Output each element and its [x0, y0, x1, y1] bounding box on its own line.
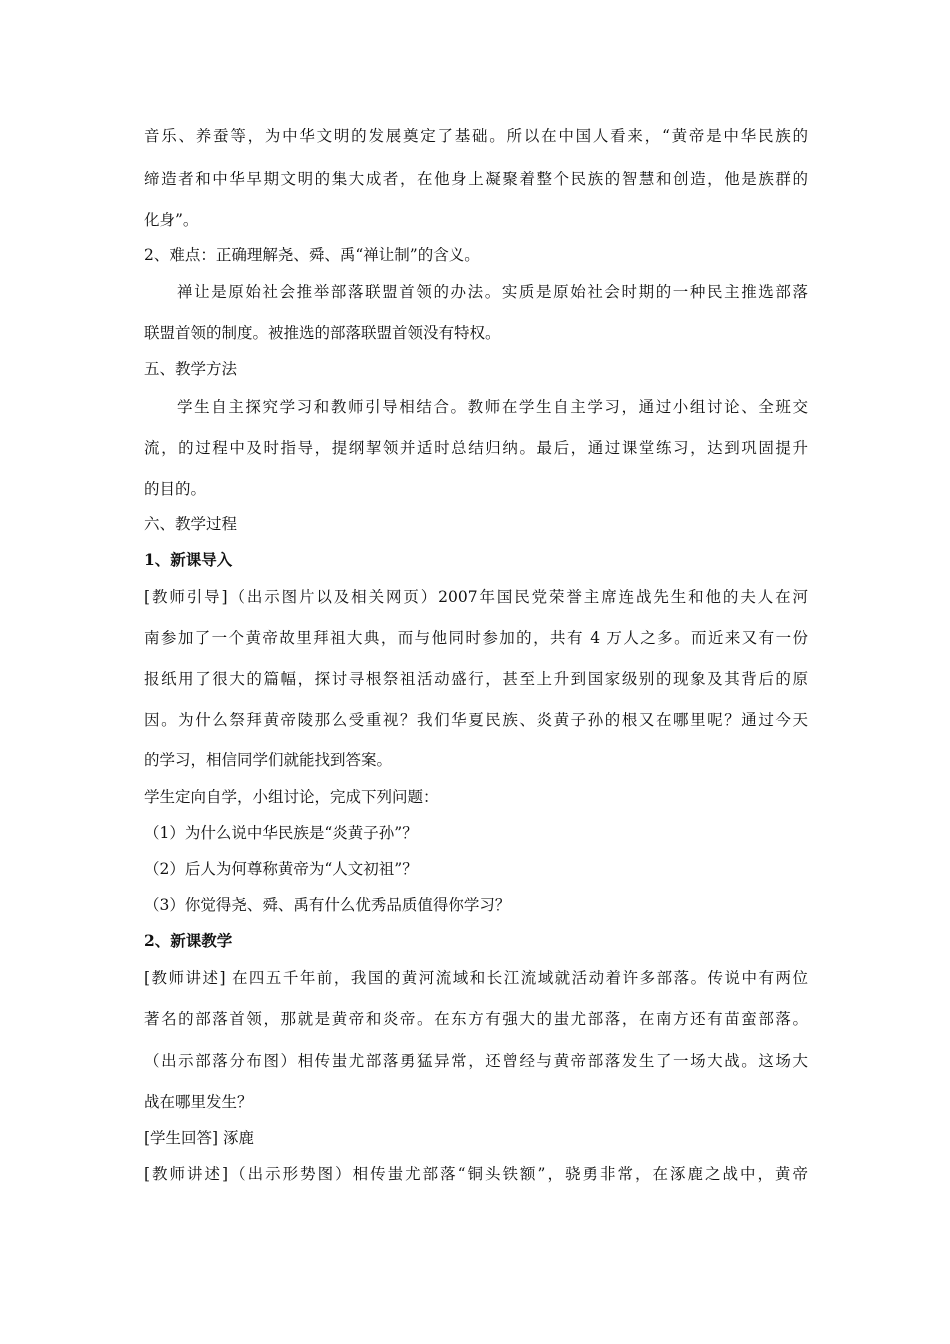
section-heading: 2、难点：正确理解尧、舜、禹“禅让制”的含义。	[144, 246, 480, 264]
paragraph-line: [教师讲述] 在四五千年前，我国的黄河流域和长江流域就活动着许多部落。传说中有两位	[144, 969, 808, 987]
question-item: （3）你觉得尧、舜、禹有什么优秀品质值得你学习？	[144, 896, 511, 914]
paragraph-line: 著名的部落首领，那就是黄帝和炎帝。在东方有强大的蚩尤部落，在南方还有苗蛮部落。	[144, 1010, 808, 1028]
paragraph-line: 联盟首领的制度。被推选的部落联盟首领没有特权。	[144, 324, 501, 342]
question-item: （2）后人为何尊称黄帝为“人文初祖”？	[144, 860, 418, 878]
paragraph-line: （出示部落分布图）相传蚩尤部落勇猛异常，还曾经与黄帝部落发生了一场大战。这场大	[144, 1052, 808, 1070]
paragraph-line: 禅让是原始社会推举部落联盟首领的办法。实质是原始社会时期的一种民主推选部落	[177, 283, 808, 301]
paragraph-line: [教师引导]（出示图片以及相关网页）2007年国民党荣誉主席连战先生和他的夫人在河	[144, 588, 808, 606]
paragraph-line: 化身”。	[144, 211, 199, 229]
subsection-heading: 2、新课教学	[144, 931, 233, 950]
paragraph-line: 战在哪里发生？	[144, 1093, 253, 1111]
paragraph-line: [学生回答] 涿鹿	[144, 1129, 255, 1147]
paragraph-line: 的目的。	[144, 480, 207, 498]
paragraph-line: 音乐、养蚕等，为中华文明的发展奠定了基础。所以在中国人看来，“黄帝是中华民族的	[144, 127, 808, 145]
paragraph-line: 缔造者和中华早期文明的集大成者，在他身上凝聚着整个民族的智慧和创造，他是族群的	[144, 170, 808, 188]
paragraph-line: 学生定向自学，小组讨论，完成下列问题：	[144, 788, 439, 806]
subsection-heading: 1、新课导入	[144, 550, 233, 569]
paragraph-line: 的学习，相信同学们就能找到答案。	[144, 751, 393, 769]
section-heading: 六、教学过程	[144, 515, 238, 533]
question-item: （1）为什么说中华民族是“炎黄子孙”？	[144, 824, 418, 842]
paragraph-line: 因。为什么祭拜黄帝陵那么受重视？我们华夏民族、炎黄子孙的根又在哪里呢？通过今天	[144, 711, 808, 729]
paragraph-line: [教师讲述]（出示形势图）相传蚩尤部落“铜头铁额”，骁勇非常，在涿鹿之战中，黄帝	[144, 1165, 808, 1183]
section-heading: 五、教学方法	[144, 360, 238, 378]
paragraph-line: 报纸用了很大的篇幅，探讨寻根祭祖活动盛行，甚至上升到国家级别的现象及其背后的原	[144, 670, 808, 688]
paragraph-line: 学生自主探究学习和教师引导相结合。教师在学生自主学习，通过小组讨论、全班交	[177, 398, 808, 416]
paragraph-line: 流，的过程中及时指导，提纲挈领并适时总结归纳。最后，通过课堂练习，达到巩固提升	[144, 439, 808, 457]
paragraph-line: 南参加了一个黄帝故里拜祖大典，而与他同时参加的，共有 4 万人之多。而近来又有一份	[144, 629, 808, 647]
